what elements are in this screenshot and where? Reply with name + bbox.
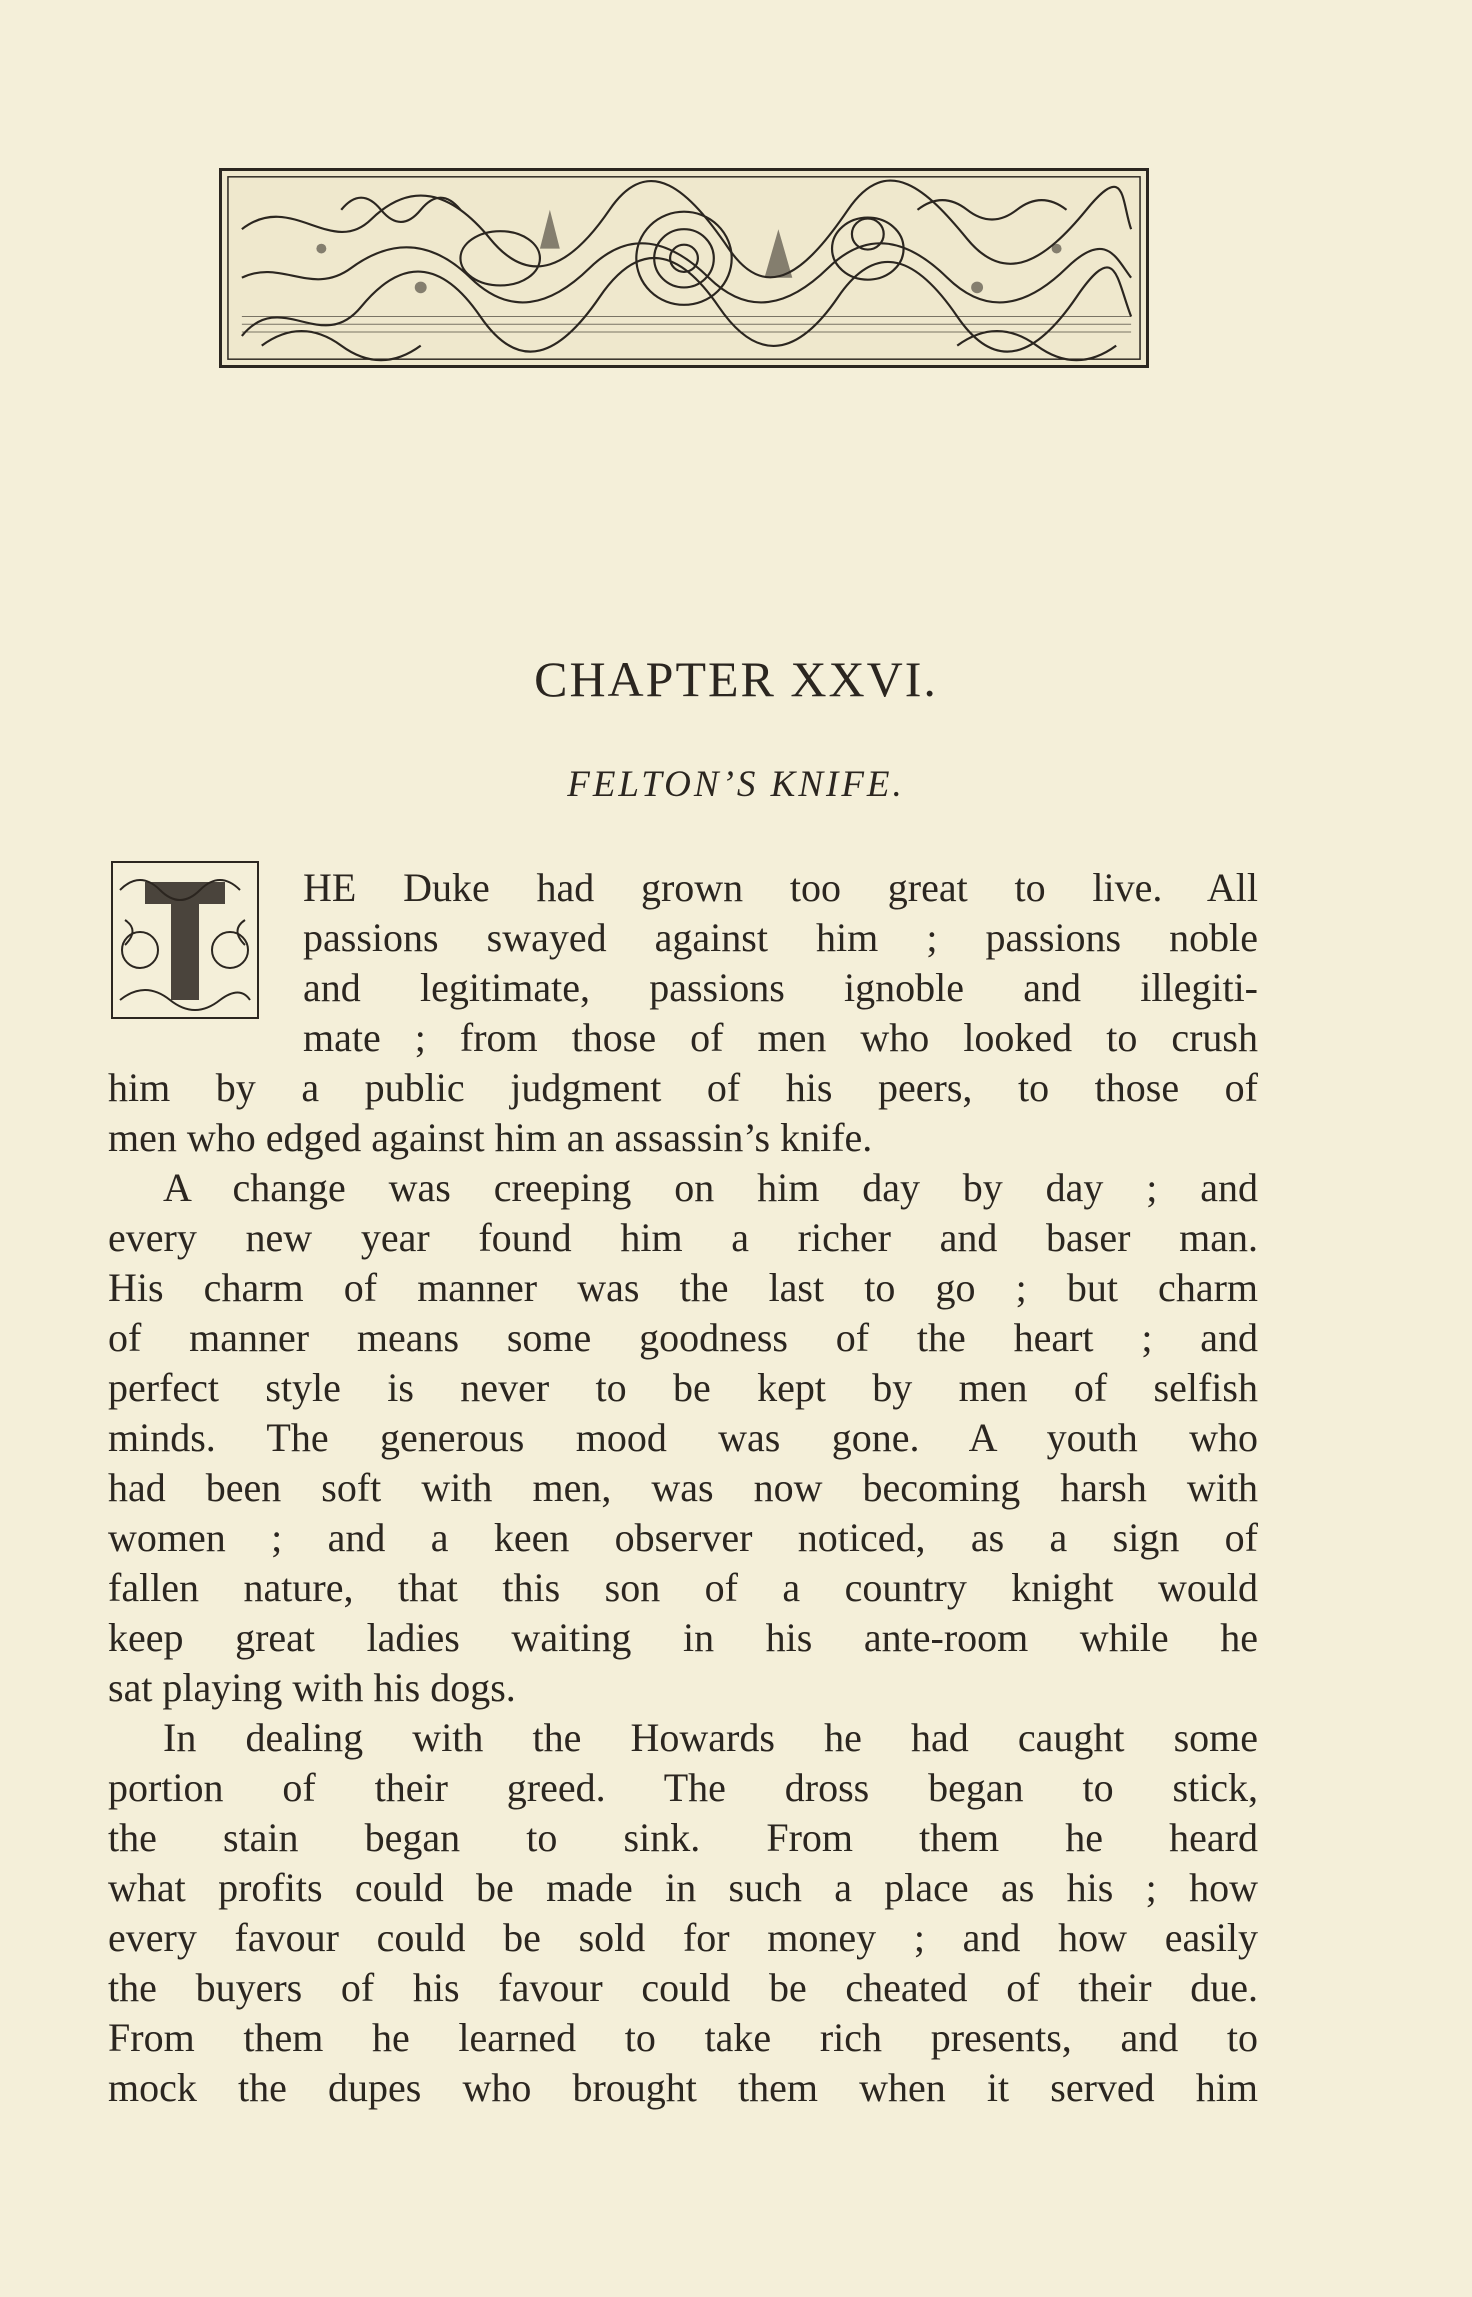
ornamental-letter-t xyxy=(110,860,260,1020)
text-line: passions swayed against him ; passions noble xyxy=(303,915,1258,960)
text-line: every new year found him a richer and baser man. xyxy=(108,1215,1258,1260)
text-line: From them he learned to take rich presents, and to xyxy=(108,2015,1258,2060)
text-line: A change was creeping on him day by day ; and xyxy=(163,1165,1258,1210)
text-line: In dealing with the Howards he had caught some xyxy=(163,1715,1258,1760)
text-line: sat playing with his dogs. xyxy=(108,1665,516,1710)
text-line: keep great ladies waiting in his ante-room while he xyxy=(108,1615,1258,1660)
text-line: had been soft with men, was now becoming harsh with xyxy=(108,1465,1258,1510)
ornamental-headpiece xyxy=(219,168,1149,368)
text-line: minds. The generous mood was gone. A youth who xyxy=(108,1415,1258,1460)
text-line: women ; and a keen observer noticed, as a sign of xyxy=(108,1515,1258,1560)
drop-cap-initial xyxy=(110,860,260,1020)
text-line: perfect style is never to be kept by men of selfish xyxy=(108,1365,1258,1410)
text-line: mock the dupes who brought them when it served him xyxy=(108,2065,1258,2110)
engraving-illustration xyxy=(222,171,1146,365)
text-line: men who edged against him an assassin’s knife. xyxy=(108,1115,873,1160)
text-line: him by a public judgment of his peers, to those of xyxy=(108,1065,1258,1110)
text-line: what profits could be made in such a place as his ; how xyxy=(108,1865,1258,1910)
text-line: HE Duke had grown too great to live. All xyxy=(303,865,1258,910)
text-line: and legitimate, passions ignoble and illegiti- xyxy=(303,965,1258,1010)
text-line: of manner means some goodness of the heart ; and xyxy=(108,1315,1258,1360)
text-line: His charm of manner was the last to go ; but charm xyxy=(108,1265,1258,1310)
text-line: portion of their greed. The dross began to stick, xyxy=(108,1765,1258,1810)
text-line: the buyers of his favour could be cheated of their due. xyxy=(108,1965,1258,2010)
chapter-title: FELTON’S KNIFE. xyxy=(567,764,905,805)
text-line: fallen nature, that this son of a country knight would xyxy=(108,1565,1258,1610)
text-line: mate ; from those of men who looked to crush xyxy=(303,1015,1258,1060)
text-line: every favour could be sold for money ; and how easily xyxy=(108,1915,1258,1960)
text-line: the stain began to sink. From them he heard xyxy=(108,1815,1258,1860)
chapter-number: CHAPTER XXVI. xyxy=(534,651,938,707)
